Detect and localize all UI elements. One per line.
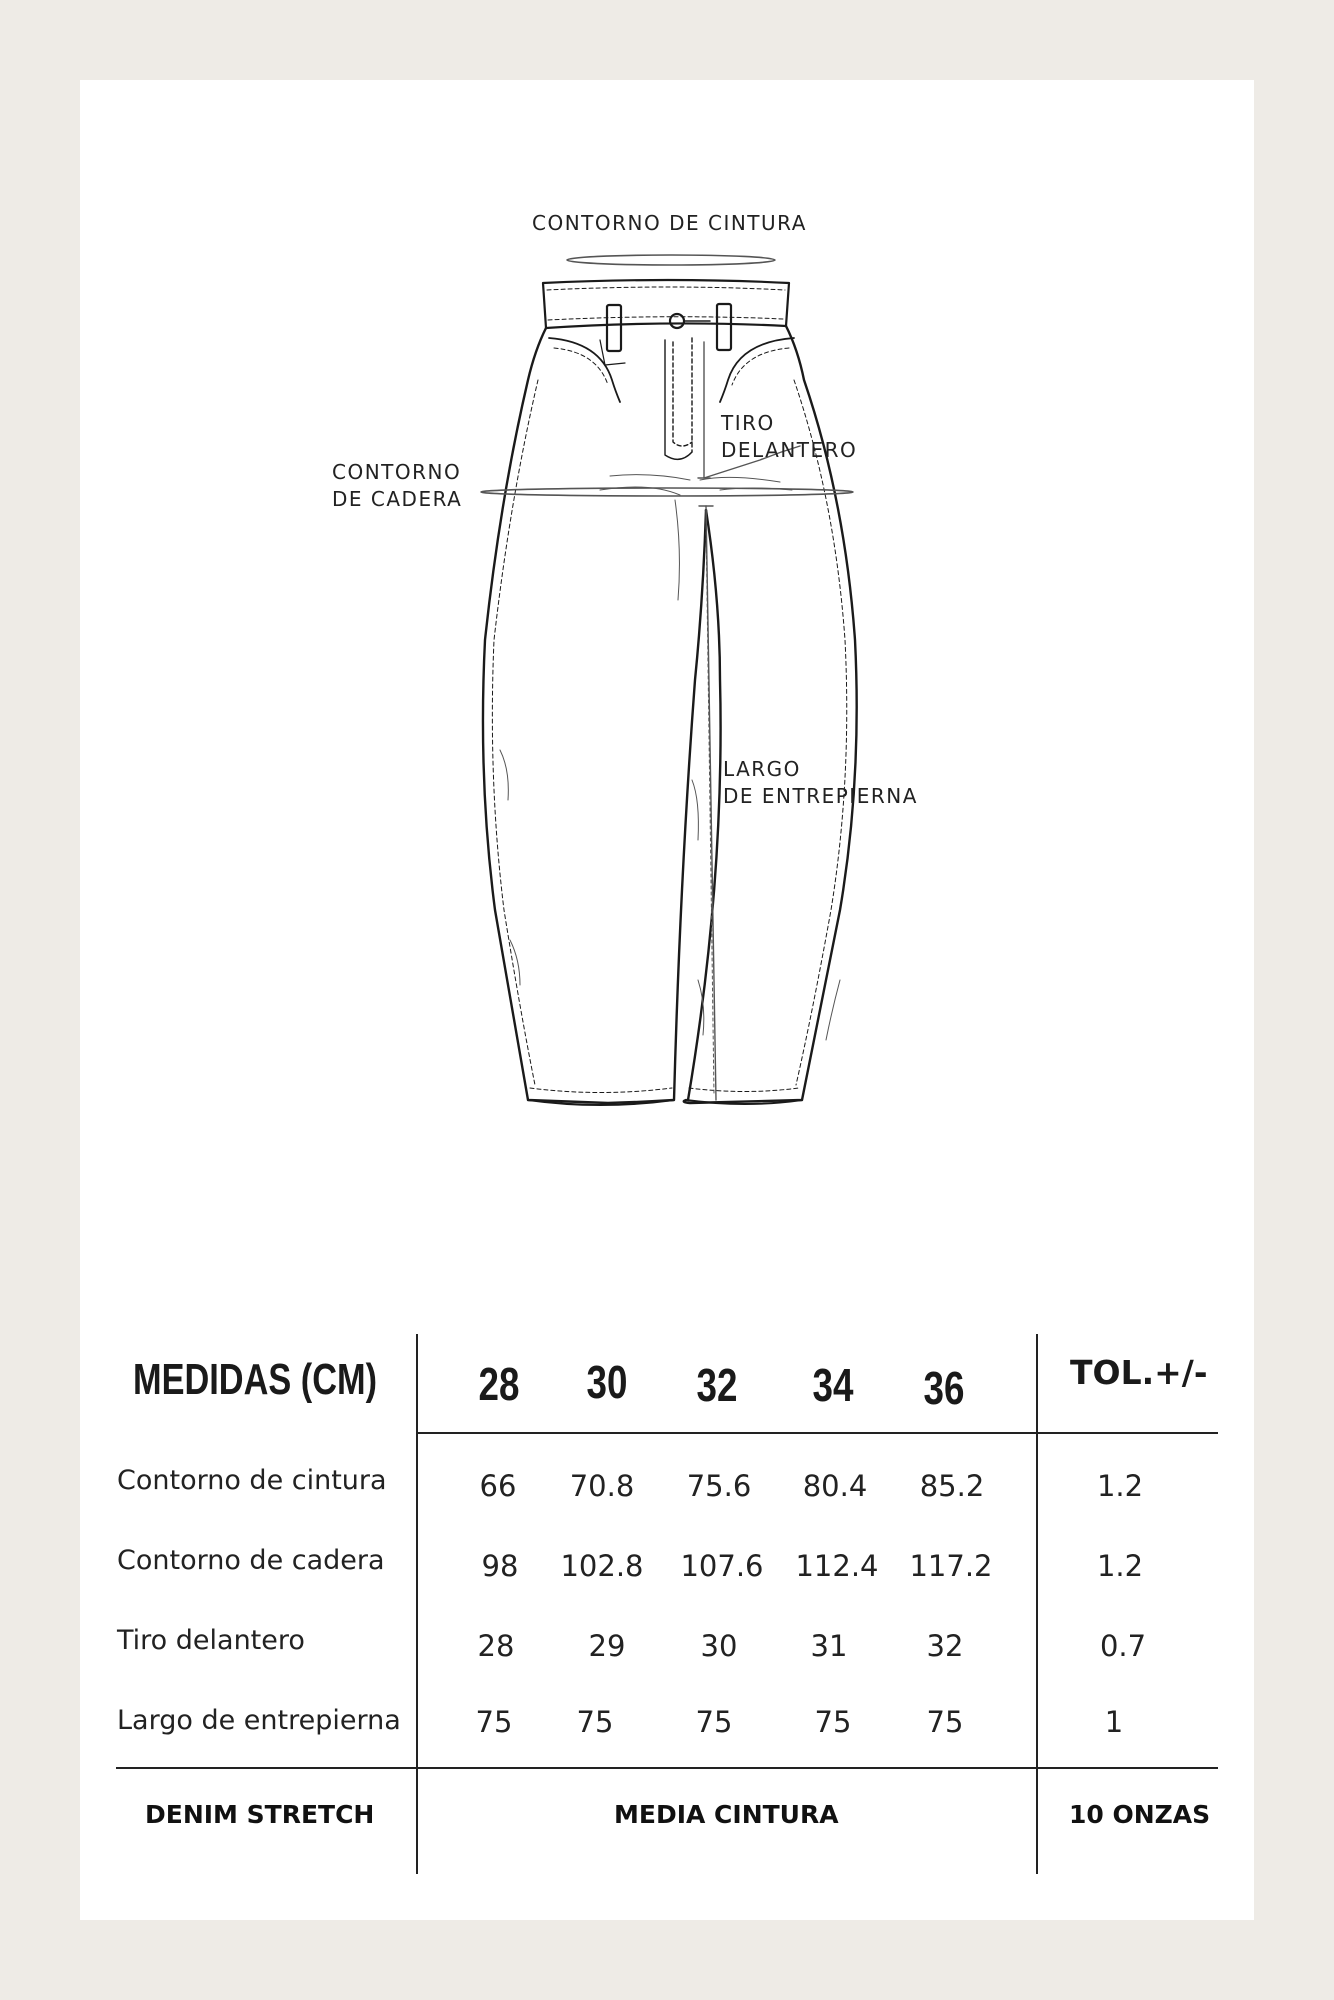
cell-inseam-34: 75	[814, 1705, 852, 1739]
size-32: 32	[696, 1359, 738, 1411]
row-label-rise: Tiro delantero	[117, 1625, 305, 1656]
size-30: 30	[586, 1356, 628, 1408]
table-divider-left	[416, 1334, 418, 1874]
cell-inseam-tol: 1	[1104, 1705, 1124, 1739]
waist-label: CONTORNO DE CINTURA	[532, 211, 807, 235]
cell-inseam-30: 75	[576, 1705, 614, 1739]
cell-hip-tol: 1.2	[1096, 1549, 1144, 1583]
cell-inseam-32: 75	[695, 1705, 733, 1739]
header-underline	[416, 1432, 1218, 1434]
row-label-inseam: Largo de entrepierna	[117, 1705, 401, 1736]
size-chart-card	[80, 80, 1254, 1920]
cell-rise-36: 32	[926, 1629, 964, 1663]
footer-topline	[116, 1767, 1218, 1769]
cell-rise-34: 31	[810, 1629, 848, 1663]
cell-rise-28: 28	[477, 1629, 515, 1663]
cell-hip-30: 102.8	[560, 1549, 644, 1583]
side-stitching	[492, 380, 846, 1085]
inseam-label-line1: LARGO	[723, 757, 801, 781]
footer-weight: 10 ONZAS	[1069, 1800, 1211, 1829]
cell-inseam-28: 75	[475, 1705, 513, 1739]
cell-waist-30: 70.8	[569, 1469, 635, 1503]
fly-stitching	[665, 338, 692, 459]
cell-rise-32: 30	[700, 1629, 738, 1663]
rise-label-line1: TIRO	[721, 411, 775, 435]
cell-waist-32: 75.6	[686, 1469, 752, 1503]
cell-hip-32: 107.6	[680, 1549, 764, 1583]
size-28: 28	[478, 1358, 520, 1410]
cell-waist-34: 80.4	[802, 1469, 868, 1503]
cell-waist-tol: 1.2	[1096, 1469, 1144, 1503]
inseam-label-line2: DE ENTREPIERNA	[723, 784, 918, 808]
table-divider-right	[1036, 1334, 1038, 1874]
tolerance-header: TOL.+/-	[1070, 1353, 1208, 1392]
rise-label-line2: DELANTERO	[721, 438, 858, 462]
crotch-folds	[600, 475, 792, 600]
hip-label-line1: CONTORNO	[332, 460, 462, 484]
cell-waist-28: 66	[479, 1469, 517, 1503]
table-header-title: MEDIDAS (CM)	[133, 1355, 378, 1404]
cell-hip-34: 112.4	[795, 1549, 879, 1583]
cell-rise-tol: 0.7	[1099, 1629, 1147, 1663]
size-36: 36	[923, 1362, 965, 1414]
front-pockets	[549, 338, 794, 402]
cell-inseam-36: 75	[926, 1705, 964, 1739]
row-label-waist: Contorno de cintura	[117, 1465, 387, 1496]
waistband	[543, 280, 789, 351]
jeans-technical-sketch	[80, 80, 1254, 1280]
cell-hip-36: 117.2	[909, 1549, 993, 1583]
hip-measure-line	[481, 488, 853, 496]
footer-rise: MEDIA CINTURA	[614, 1800, 839, 1829]
hip-label-line2: DE CADERA	[332, 487, 463, 511]
cell-rise-30: 29	[588, 1629, 626, 1663]
footer-fabric: DENIM STRETCH	[145, 1800, 375, 1829]
row-label-hip: Contorno de cadera	[117, 1545, 385, 1576]
cell-waist-36: 85.2	[919, 1469, 985, 1503]
waist-measure-line	[567, 255, 775, 265]
size-34: 34	[812, 1359, 854, 1411]
cell-hip-28: 98	[481, 1549, 519, 1583]
